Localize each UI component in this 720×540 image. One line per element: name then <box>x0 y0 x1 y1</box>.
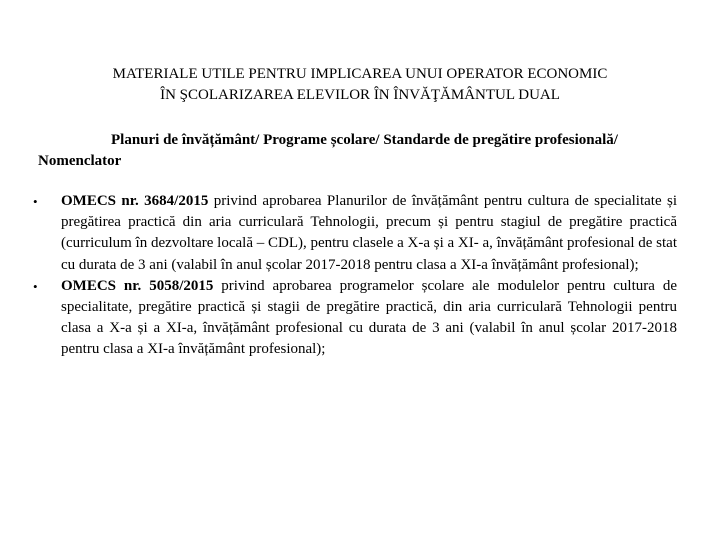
bullet-marker: • <box>33 278 38 294</box>
page-title <box>30 64 690 106</box>
list-item-text: privind aprobarea Planurilor de învățământ pentru cultura de specialitate și pregătirea practică din aria curriculară Tehnologii, precum și pentru stagiul de pregătire practică (curriculum în dezvoltare locală – CDL), pentru clasele a X-a și a XI- a, învățământ profesional de stat cu durata de 3 ani (valabil în anul școlar 2017-2018 pentru clasa a XI-a învățământ profesional); <box>61 193 678 273</box>
list-item-text: privind aprobarea programelor școlare ale modulelor pentru cultura de specialitate, pregătire practică și stagii de pregătire practică, din aria curriculară Tehnologii pentru clasa a X-a și a XI-a, învățământ profesional cu durata de 3 ani (valabil în anul școlar 2017-2018 pentru clasa a XI-a învățământ profesional); <box>61 277 677 358</box>
subtitle-text: Planuri de învățământ/ Programe școlare/ Standarde de pregătire profesională/ Nomenclator <box>38 132 618 169</box>
list-item <box>0 276 720 361</box>
list-item <box>0 191 720 276</box>
section-subtitle <box>38 130 678 172</box>
bullet-list <box>0 191 720 361</box>
title-line-2: ÎN ŞCOLARIZAREA ELEVILOR ÎN ÎNVĂŢĂMÂNTUL DUAL <box>160 87 560 103</box>
bullet-marker: • <box>33 194 38 209</box>
order-reference: OMECS nr. 5058/2015 <box>61 277 214 294</box>
order-reference: OMECS nr. 3684/2015 <box>61 193 209 209</box>
title-line-1: MATERIALE UTILE PENTRU IMPLICAREA UNUI OPERATOR ECONOMIC <box>112 66 608 82</box>
